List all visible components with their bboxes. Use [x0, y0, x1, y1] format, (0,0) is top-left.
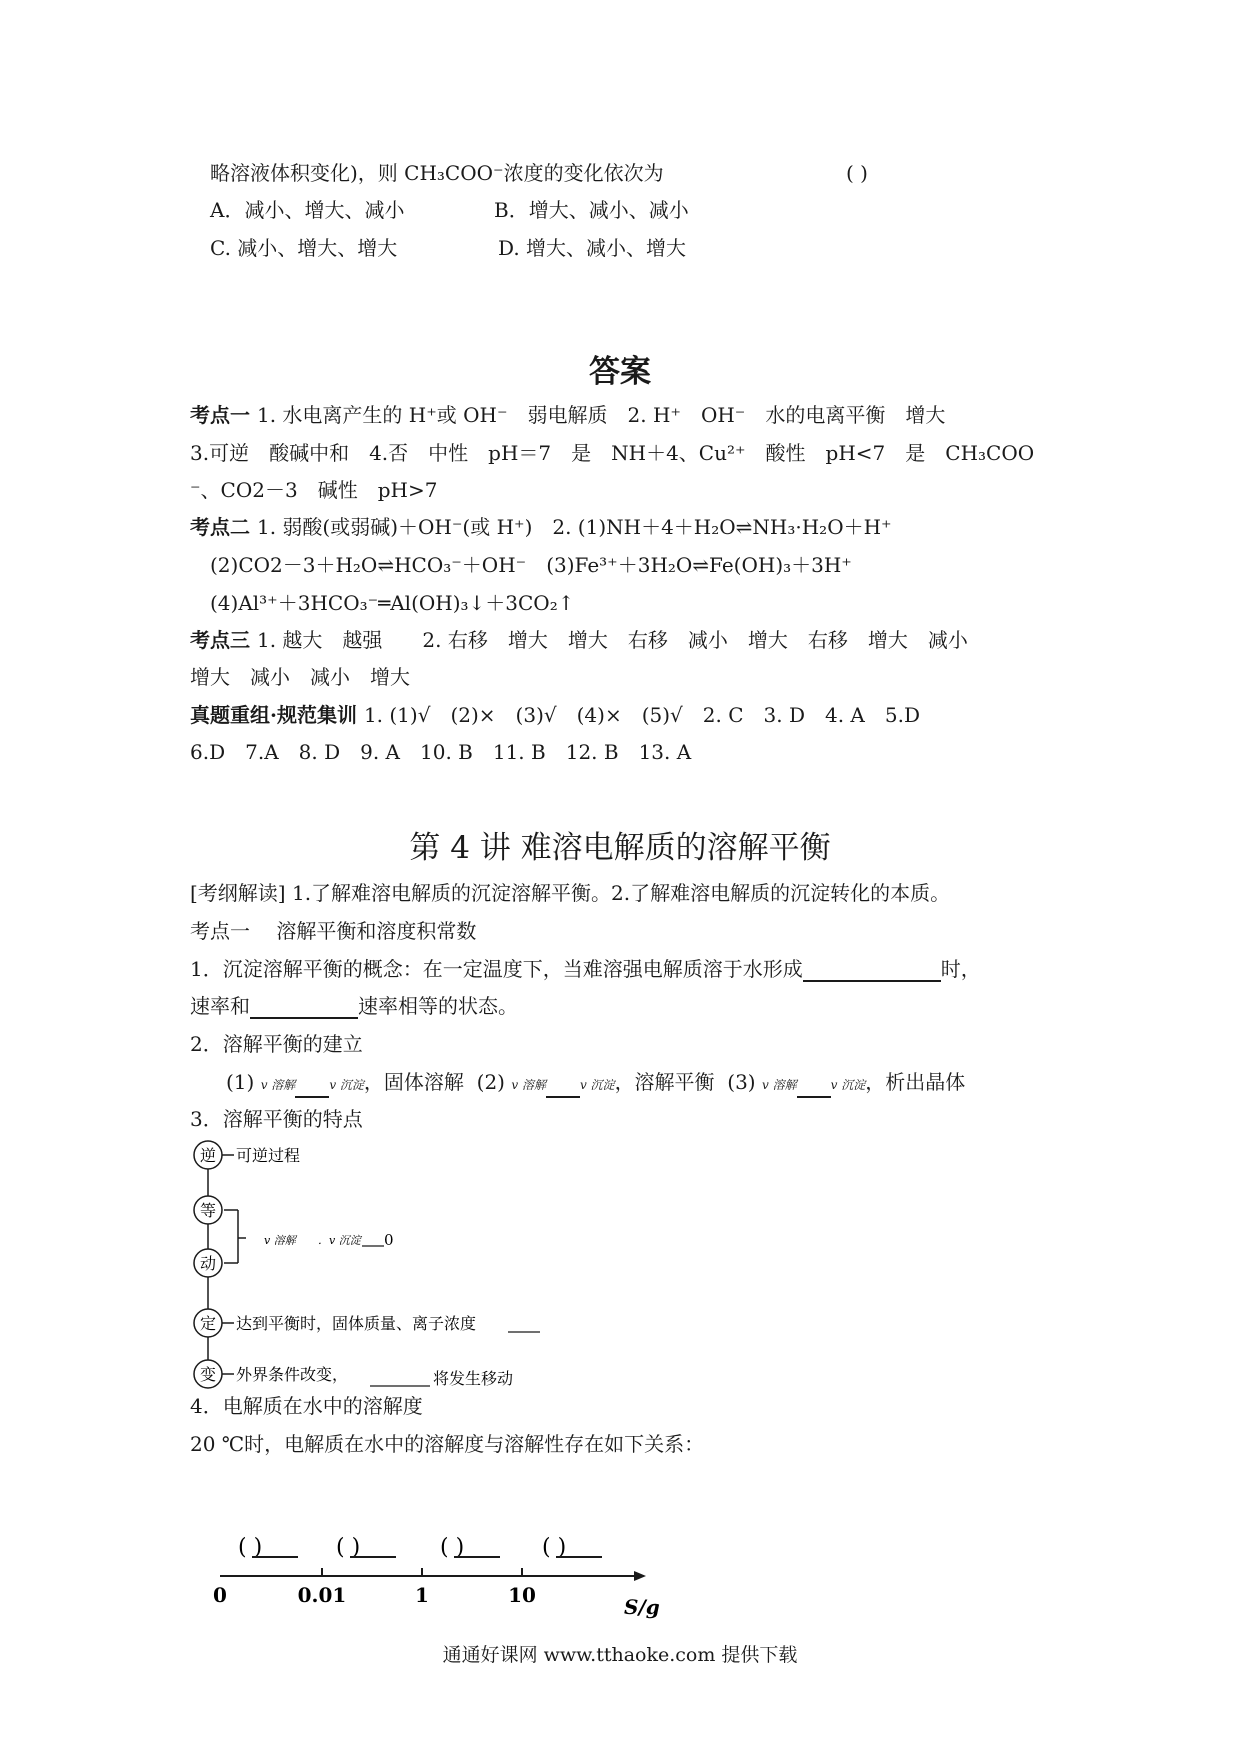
- answer-text: 1. (1)√ (2)× (3)√ (4)× (5)√ 2. C 3. D 4. A 5.D: [363, 703, 920, 727]
- option-c: C. 减小、增大、增大: [210, 236, 398, 260]
- feature-text: 达到平衡时，固体质量、离子浓度: [236, 1314, 477, 1333]
- answer-label: 考点三: [190, 628, 257, 652]
- answers-heading: 答案: [589, 354, 651, 390]
- mid-zero: 0: [384, 1231, 394, 1249]
- item-3-text: ，析出晶体: [865, 1070, 966, 1094]
- answer-line: [190, 477, 437, 503]
- v-dissolve: v 溶解: [761, 1078, 797, 1092]
- axis-tick-label: 1: [415, 1583, 429, 1607]
- establish-heading: 2．溶解平衡的建立: [190, 1032, 363, 1056]
- feature-char: 逆: [199, 1146, 217, 1165]
- answer-text: 1. 水电离产生的 H⁺或 OH⁻ 弱电解质 2. H⁺ OH⁻ 水的电离平衡 增大: [256, 403, 946, 427]
- feature-nodes: [194, 1141, 476, 1388]
- v-dissolve: v 溶解: [260, 1078, 296, 1092]
- footer: 通通好课网 www.tthaoke.com 提供下载: [442, 1644, 798, 1666]
- item-2-label: (2): [476, 1070, 505, 1094]
- answer-text: (2)CO2－3＋H₂O⇌HCO₃⁻＋OH⁻ (3)Fe³⁺＋3H₂O⇌Fe(OH)₃＋3H⁺: [190, 553, 852, 577]
- option-a: A．减小、增大、减小: [210, 198, 405, 222]
- answer-line: [190, 590, 574, 616]
- kaodian-1-heading: 考点一 溶解平衡和溶度积常数: [190, 919, 477, 943]
- answer-label: 真题重组·规范集训: [190, 703, 364, 727]
- answer-label: 考点二: [190, 515, 257, 539]
- feature-char: 定: [199, 1314, 217, 1333]
- concept-text-b: 时，: [940, 957, 981, 981]
- fill-blank: [546, 1076, 580, 1098]
- answer-text: 1. 弱酸(或弱碱)＋OH⁻(或 H⁺) 2. (1)NH＋4＋H₂O⇌NH₃·H₂O＋H⁺: [256, 515, 892, 539]
- axis-tick-label: 0: [213, 1583, 227, 1607]
- answer-line: [190, 702, 920, 728]
- axis-ticks: [213, 1535, 602, 1607]
- mid-v-dissolve: v 溶解: [264, 1234, 296, 1247]
- answer-text: 6.D 7.A 8. D 9. A 10. B 11. B 12. B 13. A: [190, 740, 692, 764]
- concept-text-a: 1．沉淀溶解平衡的概念：在一定温度下，当难溶强电解质溶于水形成: [190, 957, 803, 981]
- answer-text: ⁻、CO2－3 碱性 pH>7: [190, 478, 438, 502]
- answer-line: [190, 739, 691, 765]
- syllabus: [190, 880, 950, 906]
- answer-text: (4)Al³⁺＋3HCO₃⁻═Al(OH)₃↓＋3CO₂↑: [190, 591, 575, 615]
- answer-text: 1. 越大 越强 2. 右移 增大 增大 右移 减小 增大 右移 增大 减小: [256, 628, 968, 652]
- axis-blank-group: ( ): [542, 1535, 567, 1560]
- axis-tick-label: 10: [508, 1583, 536, 1607]
- v-precipitate: v 沉淀: [830, 1078, 866, 1092]
- answer-label: 考点一: [190, 403, 257, 427]
- establish-items: [226, 1069, 965, 1098]
- syllabus-text: 1.了解难溶电解质的沉淀溶解平衡。2.了解难溶电解质的沉淀转化的本质。: [291, 881, 951, 905]
- answer-paren: ( ): [846, 161, 868, 185]
- answer-line: [190, 627, 968, 653]
- features-heading: 3．溶解平衡的特点: [190, 1107, 363, 1131]
- answer-text: 3.可逆 酸碱中和 4.否 中性 pH＝7 是 NH＋4、Cu²⁺ 酸性 pH<7 是 CH₃COO: [190, 441, 1035, 465]
- answer-text: 增大 减小 减小 增大: [190, 665, 410, 689]
- solubility-axis: [210, 1532, 660, 1622]
- bian-tail: 将发生移动: [433, 1369, 514, 1388]
- option-d: D. 增大、减小、增大: [498, 236, 687, 260]
- answer-line: [190, 552, 852, 578]
- concept-text-d: 速率相等的状态。: [358, 994, 518, 1018]
- fill-blank: [250, 997, 358, 1019]
- feature-text: 可逆过程: [236, 1146, 301, 1165]
- question-stem: 略溶液体积变化)，则 CH₃COO⁻浓度的变化依次为: [210, 161, 664, 185]
- answer-line: [190, 402, 945, 428]
- lecture-title: 第 4 讲 难溶电解质的溶解平衡: [409, 830, 831, 866]
- fill-blank: [797, 1076, 831, 1098]
- concept-line-1: [190, 956, 981, 982]
- axis-unit: S/g: [624, 1595, 660, 1619]
- axis-blank-group: ( ): [238, 1535, 263, 1560]
- feature-char: 动: [199, 1254, 217, 1273]
- axis-arrow: [634, 1571, 646, 1581]
- item-3-label: (3): [727, 1070, 756, 1094]
- concept-text-c: 速率和: [190, 994, 250, 1018]
- feature-char: 变: [199, 1365, 217, 1384]
- fill-blank: [295, 1076, 329, 1098]
- feature-text: 外界条件改变，: [236, 1365, 349, 1384]
- axis-blank-group: ( ): [440, 1535, 465, 1560]
- item-1-text: ，固体溶解: [363, 1070, 464, 1094]
- v-precipitate: v 沉淀: [329, 1078, 364, 1092]
- option-b: B．增大、减小、减小: [494, 198, 689, 222]
- concept-line-2: [190, 993, 518, 1019]
- syllabus-label: [考纲解读]: [190, 881, 286, 905]
- v-dissolve: v 溶解: [511, 1078, 546, 1092]
- features-diagram: [188, 1140, 588, 1390]
- axis-tick-label: 0.01: [297, 1583, 347, 1607]
- answer-line: [190, 440, 1034, 466]
- answer-line: [190, 664, 410, 690]
- v-precipitate: v 沉淀: [579, 1078, 615, 1092]
- axis-blank-group: ( ): [336, 1535, 361, 1560]
- solubility-heading: 4．电解质在水中的溶解度: [190, 1394, 423, 1418]
- mid-v-precipitate: ．v 沉淀: [318, 1234, 361, 1247]
- answer-line: [190, 514, 892, 540]
- item-1-label: (1): [226, 1070, 255, 1094]
- feature-char: 等: [199, 1201, 217, 1220]
- fill-blank: [803, 960, 941, 982]
- solubility-intro: 20 ℃时，电解质在水中的溶解度与溶解性存在如下关系：: [190, 1432, 705, 1456]
- item-2-text: ，溶解平衡: [614, 1070, 715, 1094]
